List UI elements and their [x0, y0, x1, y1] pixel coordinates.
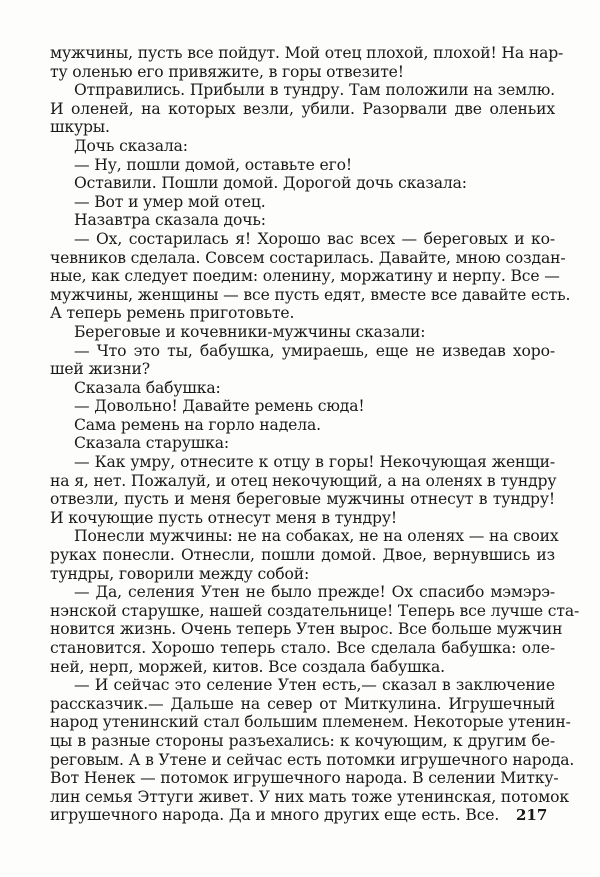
- text-line: Береговые и кочевники-мужчины сказали:: [74, 322, 426, 341]
- text-line: ные, как следует поедим: оленину, моржатину и нерпу. Все —: [50, 267, 560, 286]
- text-line: — Ох, состарилась я! Хорошо вас всех — береговых и ко-: [74, 229, 555, 248]
- text-line: становится. Хорошо теперь стало. Все сделала бабушка: оле-: [50, 639, 555, 657]
- text-line: — Ну, пошли домой, оставьте его!: [74, 155, 352, 174]
- body-text: [50, 44, 580, 825]
- text-line: Оставили. Пошли домой. Дорогой дочь сказала:: [74, 174, 467, 193]
- text-line: Дочь сказала:: [74, 136, 188, 155]
- text-line: на я, нет. Пожалуй, и отец некочующий, а на оленях в тундру: [50, 471, 557, 490]
- text-line: — Вот и умер мой отец.: [74, 192, 266, 211]
- text-line: И кочующие пусть отнесут меня в тундру!: [50, 508, 397, 527]
- text-line: тундры, говорили между собой:: [50, 564, 310, 583]
- text-line: — Что это ты, бабушка, умираешь, еще не изведав хоро-: [74, 341, 555, 360]
- text-line: — И сейчас это селение Утен есть,— сказал в заключение: [74, 676, 555, 695]
- text-line: ней, нерп, моржей, китов. Все создала бабушка.: [50, 657, 445, 676]
- text-line: А теперь ремень приготовьте.: [50, 304, 295, 323]
- text-line: И оленей, на которых везли, убили. Разорвали две оленьих: [50, 99, 555, 118]
- text-line: Понесли мужчины: не на собаках, не на оленях — на своих: [74, 527, 559, 546]
- text-line: нэнской старушке, нашей создательнице! Теперь все лучше ста-: [50, 601, 580, 620]
- text-line: — Довольно! Давайте ремень сюда!: [74, 397, 365, 416]
- text-line: ту оленью его привяжите, в горы отвезите!: [50, 62, 404, 81]
- text-line: Сказала бабушка:: [74, 378, 221, 397]
- text-line: Вот Ненек — потомок игрушечного народа. В селении Митку-: [50, 769, 559, 788]
- text-line: Отправились. Прибыли в тундру. Там положили на землю.: [74, 81, 555, 100]
- text-line: мужчины, пусть все пойдут. Мой отец плохой, плохой! На нар-: [50, 44, 564, 62]
- text-line: — Как умру, отнесите к отцу в горы! Некочующая женщи-: [74, 453, 555, 472]
- text-line: шей жизни?: [50, 360, 150, 379]
- text-line: отвезли, пусть и меня береговые мужчины отнесут в тундру!: [50, 490, 555, 509]
- text-line: руках понесли. Отнесли, пошли домой. Двое, вернувшись из: [50, 546, 555, 565]
- page-number: 217: [516, 806, 548, 824]
- text-line: игрушечного народа. Да и много других еще есть. Все.: [50, 806, 500, 825]
- text-line: мужчины, женщины — все пусть едят, вместе все давайте есть.: [50, 285, 571, 304]
- text-line: Сказала старушка:: [74, 434, 229, 453]
- text-line: шкуры.: [50, 118, 110, 137]
- text-line: народ утенинский стал большим племенем. Некоторые утенин-: [50, 713, 571, 732]
- text-line: чевников сделала. Совсем состарилась. Давайте, мною создан-: [50, 248, 566, 267]
- text-line: реговым. А в Утене и сейчас есть потомки игрушечного народа.: [50, 750, 575, 769]
- text-line: рассказчик.— Дальше на север от Миткулина. Игрушечный: [50, 694, 555, 713]
- text-line: Назавтра сказала дочь:: [74, 211, 266, 230]
- text-line: новится жизнь. Очень теперь Утен вырос. Все больше мужчин: [50, 620, 563, 639]
- text-line: — Да, селения Утен не было прежде! Ох спасибо мэмэрэ-: [74, 583, 555, 602]
- text-line: Сама ремень на горло надела.: [74, 415, 321, 434]
- text-line: лин семья Эттуги живет. У них мать тоже утенинская, потомок: [50, 787, 569, 806]
- text-line: цы в разные стороны разъехались: к кочующим, к другим бе-: [50, 731, 555, 750]
